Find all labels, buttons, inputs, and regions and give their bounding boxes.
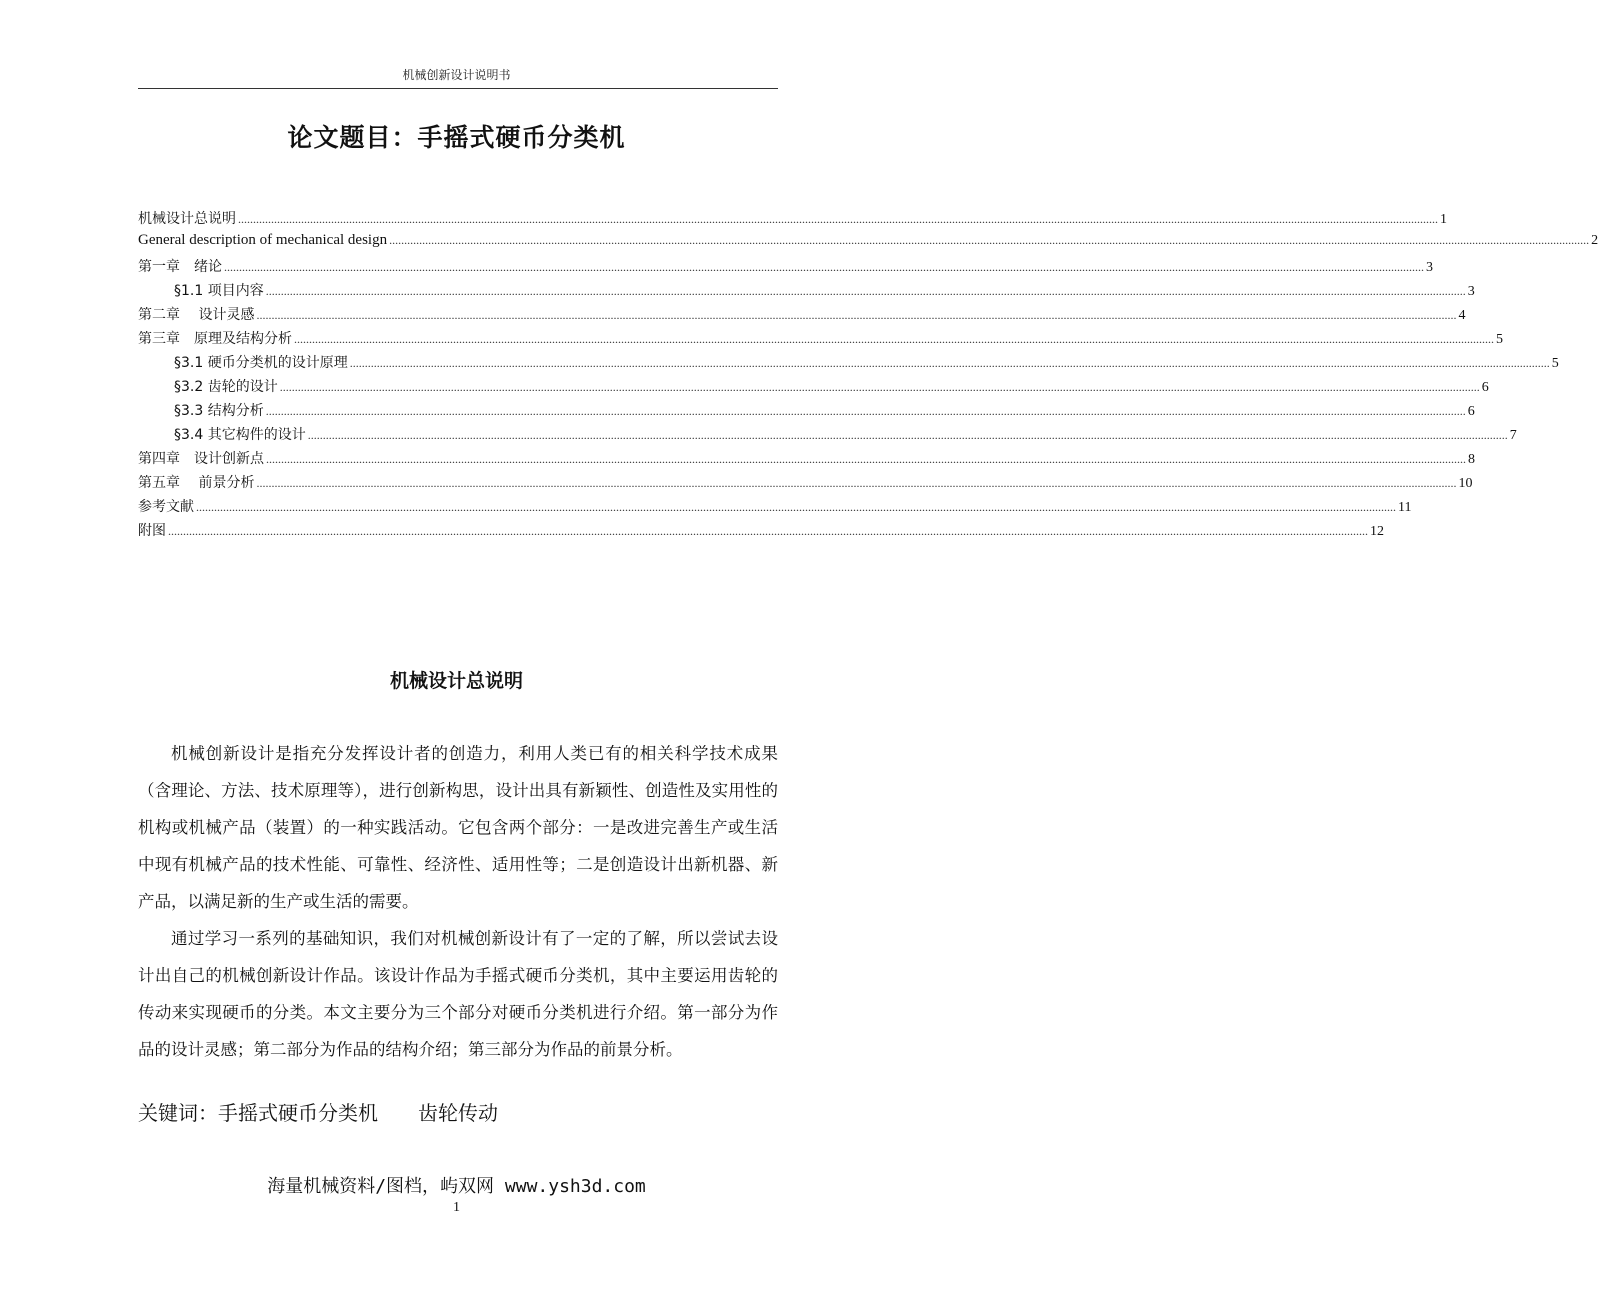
toc-leader-dots: ................................................................................................................................................................................................................................................................................................................................................................................................................ [168, 524, 1368, 538]
toc-entry[interactable] [138, 208, 1447, 232]
toc-entry[interactable] [138, 280, 1475, 304]
page-number: 1 [453, 1200, 460, 1215]
toc-entry-label: 机械设计总说明 [138, 211, 236, 227]
body-paragraph: 机械创新设计是指充分发挥设计者的创造力，利用人类已有的相关科学技术成果（含理论、方法、技术原理等），进行创新构思，设计出具有新颖性、创造性及实用性的机构或机械产品（装置）的一种实践活动。它包含两个部分：一是改进完善生产或生活中现有机械产品的技术性能、可靠性、经济性、适用性等；二是创造设计出新机器、新产品，以满足新的生产或生活的需要。 [138, 744, 778, 911]
toc-entry[interactable] [138, 400, 1475, 424]
toc-entry-page: 6 [1481, 380, 1489, 395]
toc-entry-page: 5 [1496, 332, 1503, 347]
toc-leader-dots: ................................................................................................................................................................................................................................................................................................................................................................................................................ [266, 452, 1466, 466]
toc-entry[interactable] [138, 328, 1503, 352]
toc-leader-dots: ................................................................................................................................................................................................................................................................................................................................................................................................................ [238, 212, 1438, 226]
toc-entry-page: 1 [1440, 212, 1447, 227]
header-rule [138, 88, 778, 89]
toc-entry-page: 10 [1458, 476, 1473, 491]
toc-entry-label: §1.1 项目内容 [174, 283, 264, 299]
toc-entry-label: §3.3 结构分析 [174, 403, 264, 419]
toc-entry-page: 3 [1467, 284, 1475, 299]
toc-entry[interactable] [138, 520, 1384, 544]
toc-entry-label: §3.2 齿轮的设计 [174, 379, 278, 395]
toc-leader-dots: ................................................................................................................................................................................................................................................................................................................................................................................................................ [279, 380, 1480, 394]
toc-leader-dots: ................................................................................................................................................................................................................................................................................................................................................................................................................ [224, 260, 1424, 274]
toc-entry-label: 第三章 原理及结构分析 [138, 331, 292, 347]
toc-entry[interactable] [138, 304, 1466, 328]
toc-entry-page: 5 [1551, 356, 1559, 371]
body-paragraph: 通过学习一系列的基础知识，我们对机械创新设计有了一定的了解，所以尝试去设计出自己的机械创新设计作品。该设计作品为手摇式硬币分类机，其中主要运用齿轮的传动来实现硬币的分类。本文主要分为三个部分对硬币分类机进行介绍。第一部分为作品的设计灵感；第二部分为作品的结构介绍；第三部分为作品的前景分析。 [138, 929, 778, 1059]
table-of-contents [138, 208, 1598, 544]
toc-entry-label: 参考文献 [138, 499, 194, 515]
section-body [138, 735, 778, 1068]
toc-entry-label: §3.1 硬币分类机的设计原理 [174, 355, 348, 371]
toc-entry-page: 7 [1509, 428, 1517, 443]
toc-leader-dots: ................................................................................................................................................................................................................................................................................................................................................................................................................ [265, 404, 1466, 418]
toc-entry-page: 11 [1398, 500, 1412, 515]
toc-leader-dots: ................................................................................................................................................................................................................................................................................................................................................................................................................ [349, 356, 1550, 370]
watermark-text: 海量机械资料/图档，屿双网 www.ysh3d.com [267, 1176, 646, 1197]
keywords-line: 关键词：手摇式硬币分类机 齿轮传动 [138, 1101, 498, 1125]
section-heading: 机械设计总说明 [389, 670, 523, 692]
toc-leader-dots: ................................................................................................................................................................................................................................................................................................................................................................................................................ [256, 308, 1457, 322]
toc-entry[interactable] [138, 256, 1433, 280]
document-title: 论文题目：手摇式硬币分类机 [287, 123, 626, 152]
toc-entry[interactable] [138, 352, 1559, 376]
toc-entry-page: 6 [1467, 404, 1475, 419]
toc-entry-page: 4 [1458, 308, 1466, 323]
toc-leader-dots: ................................................................................................................................................................................................................................................................................................................................................................................................................ [389, 233, 1590, 247]
toc-entry[interactable] [138, 448, 1475, 472]
toc-entry-label: General description of mechanical design [138, 232, 388, 248]
toc-entry[interactable] [138, 232, 1598, 256]
toc-leader-dots: ................................................................................................................................................................................................................................................................................................................................................................................................................ [196, 500, 1396, 514]
toc-entry-page: 12 [1370, 524, 1384, 539]
toc-entry-page: 3 [1426, 260, 1433, 275]
toc-leader-dots: ................................................................................................................................................................................................................................................................................................................................................................................................................ [294, 332, 1494, 346]
toc-entry[interactable] [138, 376, 1489, 400]
running-header: 机械创新设计说明书 [402, 68, 511, 82]
toc-entry-label: 第五章 前景分析 [138, 475, 255, 491]
toc-entry-label: 附图 [138, 523, 166, 539]
toc-entry-label: §3.4 其它构件的设计 [174, 427, 306, 443]
toc-entry-label: 第四章 设计创新点 [138, 451, 264, 467]
toc-entry[interactable] [138, 424, 1517, 448]
toc-entry[interactable] [138, 472, 1473, 496]
toc-entry-page: 2 [1591, 233, 1598, 248]
toc-entry-label: 第二章 设计灵感 [138, 307, 255, 323]
toc-entry-page: 8 [1468, 452, 1475, 467]
toc-leader-dots: ................................................................................................................................................................................................................................................................................................................................................................................................................ [265, 284, 1466, 298]
toc-entry-label: 第一章 绪论 [138, 259, 222, 275]
toc-entry[interactable] [138, 496, 1412, 520]
toc-leader-dots: ................................................................................................................................................................................................................................................................................................................................................................................................................ [256, 476, 1457, 490]
toc-leader-dots: ................................................................................................................................................................................................................................................................................................................................................................................................................ [307, 428, 1508, 442]
